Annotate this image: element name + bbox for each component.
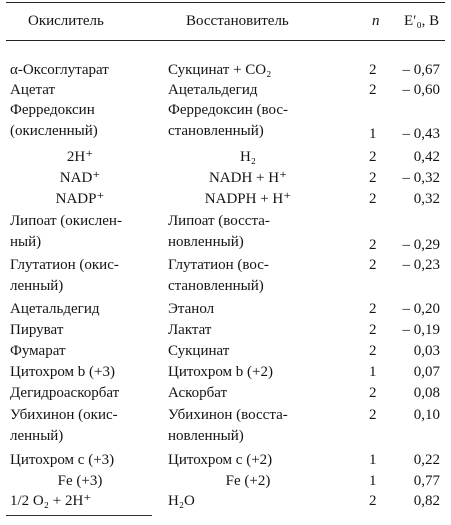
reductant-cell-line2: становленный) bbox=[168, 278, 264, 294]
reductant-cell: Глутатион (вос- bbox=[168, 257, 269, 273]
potential-cell: 0,07 bbox=[413, 364, 440, 380]
n-cell: 2 bbox=[369, 301, 377, 317]
reductant-cell: Липоат (восста- bbox=[168, 213, 270, 229]
n-cell: 1 bbox=[369, 473, 377, 489]
potential-cell: – 0,67 bbox=[402, 62, 440, 78]
potential-cell: 0,08 bbox=[413, 385, 440, 401]
reductant-cell: Ферредоксин (вос- bbox=[168, 102, 288, 118]
oxidant-cell: NAD⁺ bbox=[59, 170, 101, 186]
oxidant-cell: Цитохром c (+3) bbox=[10, 452, 115, 468]
potential-cell: – 0,32 bbox=[402, 170, 440, 186]
oxidant-cell-line2: ленный) bbox=[10, 278, 64, 294]
oxidant-cell: Пируват bbox=[10, 322, 64, 338]
reductant-cell: Этанол bbox=[168, 301, 215, 317]
n-cell: 2 bbox=[369, 170, 377, 186]
potential-cell: – 0,60 bbox=[402, 82, 440, 98]
potential-cell: 0,03 bbox=[413, 343, 440, 359]
oxidant-cell-line2: ленный) bbox=[10, 428, 64, 444]
oxidant-cell: Ацетат bbox=[10, 82, 56, 98]
n-cell: 2 bbox=[369, 493, 377, 509]
oxidant-cell: Fe (+3) bbox=[57, 473, 103, 489]
reductant-cell-line2: новленный) bbox=[168, 234, 244, 250]
n-cell: 1 bbox=[369, 452, 377, 468]
potential-cell: 0,82 bbox=[413, 493, 440, 509]
n-cell: 2 bbox=[369, 343, 377, 359]
oxidant-cell: Ацетальдегид bbox=[10, 301, 100, 317]
potential-cell: – 0,43 bbox=[402, 126, 440, 142]
potential-cell: – 0,29 bbox=[402, 237, 440, 253]
oxidant-cell: 2H⁺ bbox=[66, 149, 94, 165]
reductant-cell: Аскорбат bbox=[168, 385, 228, 401]
potential-cell: 0,10 bbox=[413, 407, 440, 423]
oxidant-cell: Ферредоксин bbox=[10, 102, 95, 118]
oxidant-cell: Фумарат bbox=[10, 343, 66, 359]
n-cell: 2 bbox=[369, 237, 377, 253]
header-rule bbox=[6, 40, 445, 41]
reductant-cell: Ацетальдегид bbox=[168, 82, 258, 98]
header-reductant: Восстановитель bbox=[186, 13, 289, 29]
n-cell: 2 bbox=[369, 82, 377, 98]
reductant-cell: Сукцинат + CO₂ bbox=[168, 62, 272, 78]
reductant-cell: H₂ bbox=[239, 149, 257, 165]
potential-cell: 0,77 bbox=[413, 473, 440, 489]
n-cell: 2 bbox=[369, 407, 377, 423]
oxidant-cell-line2: (окисленный) bbox=[10, 123, 98, 139]
footnote-rule bbox=[6, 515, 152, 516]
reductant-cell: Лактат bbox=[168, 322, 212, 338]
potential-cell: – 0,20 bbox=[402, 301, 440, 317]
n-cell: 2 bbox=[369, 385, 377, 401]
oxidant-cell: Дегидроаскорбат bbox=[10, 385, 120, 401]
header-oxidant: Окислитель bbox=[28, 13, 104, 29]
reductant-cell: H₂O bbox=[168, 493, 195, 509]
potential-cell: 0,42 bbox=[413, 149, 440, 165]
n-cell: 2 bbox=[369, 322, 377, 338]
n-cell: 2 bbox=[369, 62, 377, 78]
header-n: n bbox=[372, 13, 380, 29]
n-cell: 1 bbox=[369, 364, 377, 380]
n-cell: 2 bbox=[369, 149, 377, 165]
oxidant-cell: 1/2 O₂ + 2H⁺ bbox=[10, 493, 92, 509]
reductant-cell: Цитохром c (+2) bbox=[168, 452, 273, 468]
n-cell: 1 bbox=[369, 126, 377, 142]
potential-cell: 0,32 bbox=[413, 191, 440, 207]
reductant-cell: Убихинон (восста- bbox=[168, 407, 288, 423]
potential-cell: – 0,19 bbox=[402, 322, 440, 338]
reductant-cell-line2: новленный) bbox=[168, 428, 244, 444]
oxidant-cell: NADP⁺ bbox=[55, 191, 105, 207]
header-e0: E′₀, В bbox=[404, 13, 440, 29]
potential-cell: – 0,23 bbox=[402, 257, 440, 273]
table-top-rule bbox=[6, 2, 445, 3]
n-cell: 2 bbox=[369, 191, 377, 207]
reductant-cell: Fe (+2) bbox=[225, 473, 271, 489]
oxidant-cell: Липоат (окислен- bbox=[10, 213, 122, 229]
reductant-cell: Сукцинат bbox=[168, 343, 230, 359]
oxidant-cell: Убихинон (окис- bbox=[10, 407, 118, 423]
oxidant-cell-line2: ный) bbox=[10, 234, 42, 250]
oxidant-cell: Глутатион (окис- bbox=[10, 257, 119, 273]
reductant-cell: NADPH + H⁺ bbox=[204, 191, 292, 207]
n-cell: 2 bbox=[369, 257, 377, 273]
reductant-cell-line2: становленный) bbox=[168, 123, 264, 139]
reductant-cell: NADH + H⁺ bbox=[208, 170, 288, 186]
oxidant-cell: α-Оксоглутарат bbox=[10, 62, 109, 78]
oxidant-cell: Цитохром b (+3) bbox=[10, 364, 115, 380]
reductant-cell: Цитохром b (+2) bbox=[168, 364, 273, 380]
potential-cell: 0,22 bbox=[413, 452, 440, 468]
